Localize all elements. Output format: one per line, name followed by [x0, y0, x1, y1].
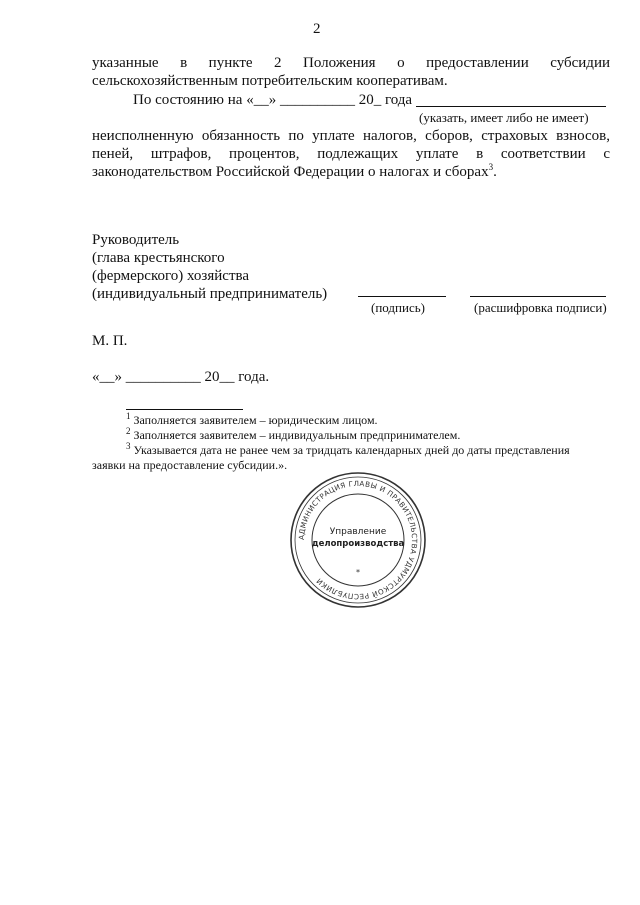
signer-line1: Руководитель: [92, 232, 180, 248]
para2-line4: законодательством Российской Федерации о налогах и сборах$^3$.: [92, 162, 497, 180]
signer-line3: (фермерского) хозяйства: [92, 268, 250, 284]
seal-place-mark: М. П.: [92, 333, 128, 349]
signature-line: [358, 296, 446, 297]
signer-line4: (индивидуальный предприниматель): [92, 286, 328, 302]
seal-center-line1: Управление: [329, 527, 387, 537]
signature-label: (подпись): [371, 300, 425, 315]
para1-line2: сельскохозяйственным потребительским кооперативам.: [92, 73, 448, 89]
para2-line3: пеней, штрафов, процентов, подлежащих уплате в соответствии с: [92, 146, 610, 162]
signature-decode-line: [470, 296, 606, 297]
para1-line1: указанные в пункте 2 Положения о предоставлении субсидии: [92, 55, 610, 71]
signature-decode-label: (расшифровка подписи): [474, 300, 607, 315]
para2-line1: По состоянию на «__» __________ 20_ года: [133, 92, 413, 108]
status-blank-line: [416, 106, 606, 107]
footnote-ref-3: 3: [488, 162, 494, 172]
page-number: 2: [313, 21, 321, 37]
status-hint: (указать, имеет либо не имеет): [419, 110, 589, 125]
signer-line2: (глава крестьянского: [92, 250, 225, 266]
footnote-1: $^1$ Заполняется заявителем – юридическим лицом.: [126, 411, 378, 427]
seal-center-line2: делопроизводства: [311, 539, 405, 549]
seal-star-icon: *: [356, 568, 360, 577]
para2-line2: неисполненную обязанность по уплате налогов, сборов, страховых взносов,: [92, 128, 610, 144]
date-line: «__» __________ 20__ года.: [92, 369, 270, 385]
footnote-3: $^3$ Указывается дата не ранее чем за тридцать календарных дней до даты представления: [126, 441, 570, 457]
footnote-separator: [126, 409, 243, 410]
official-seal: [288, 470, 428, 610]
footnote-2: $^2$ Заполняется заявителем – индивидуальным предпринимателем.: [126, 426, 461, 442]
footnote-3-continued: заявки на предоставление субсидии.».: [92, 458, 288, 472]
seal-ring-text: АДМИНИСТРАЦИЯ ГЛАВЫ И ПРАВИТЕЛЬСТВА УДМУРТСКОЙ РЕСПУБЛИКИ: [296, 478, 420, 602]
